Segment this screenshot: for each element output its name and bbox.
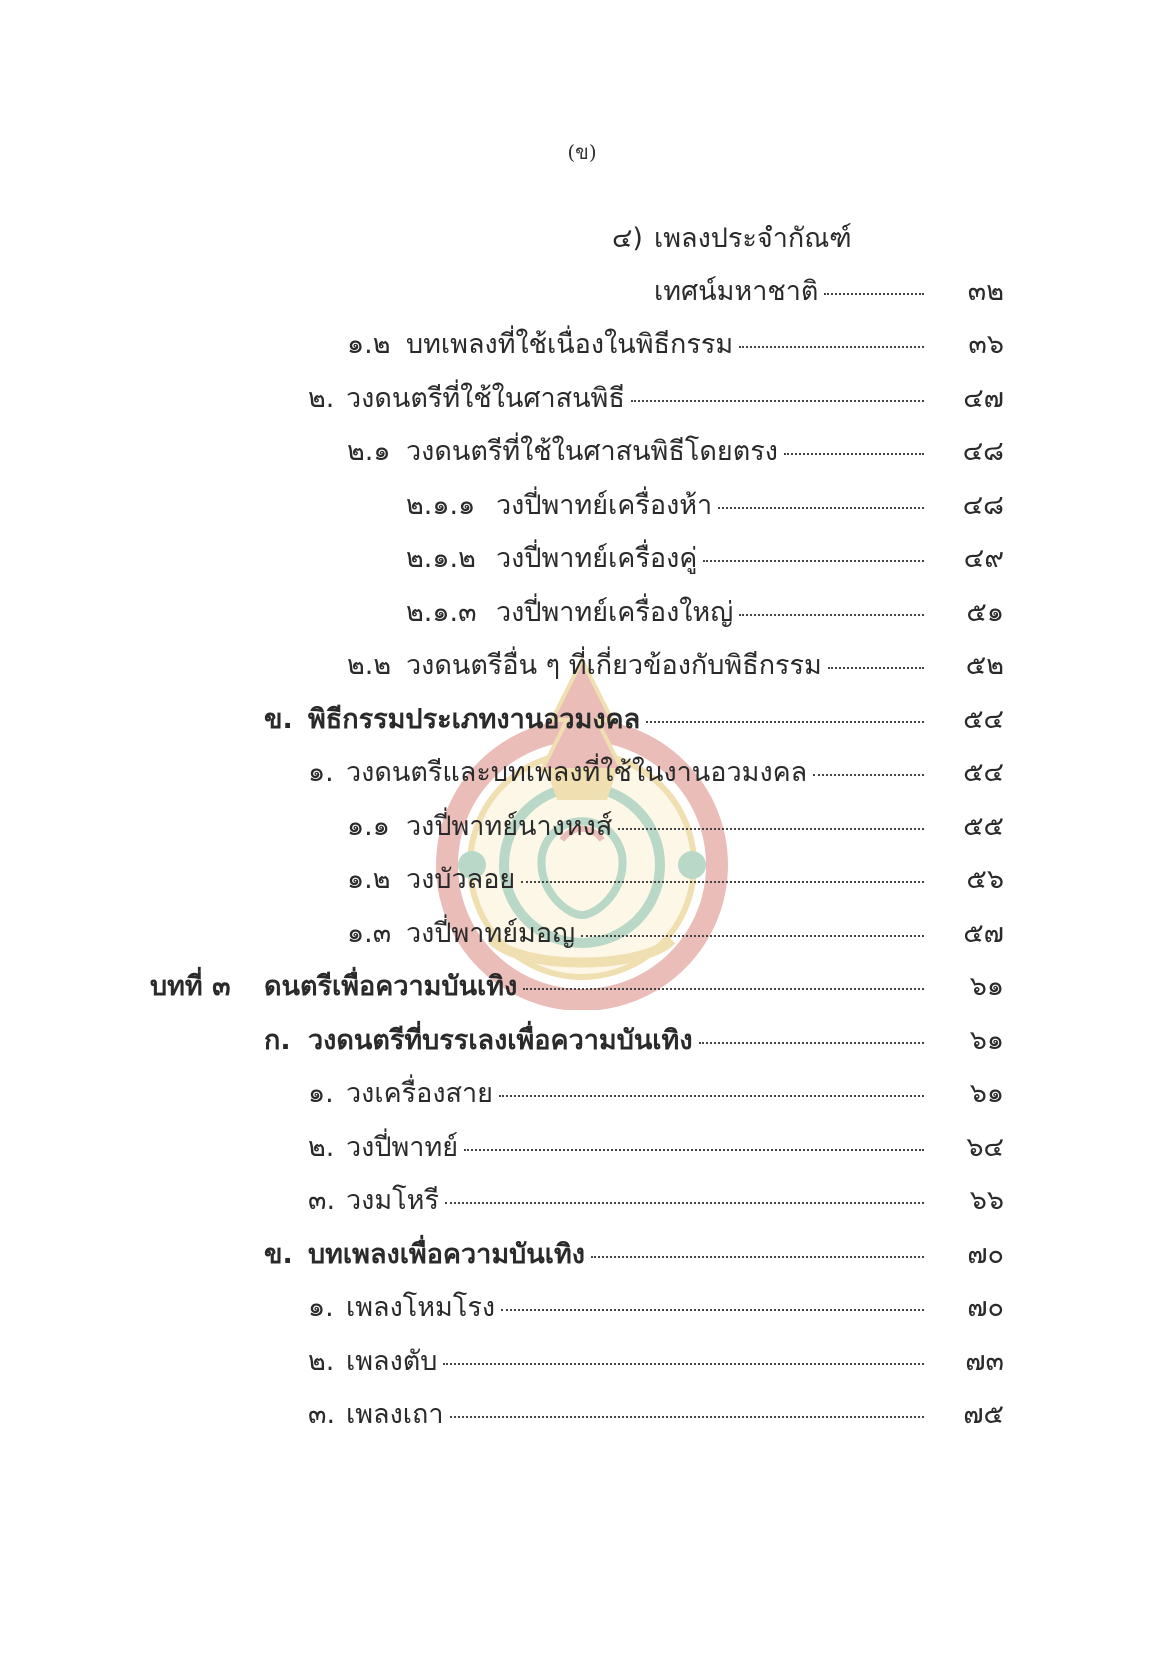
toc-title: วงปี่พาทย์ [346,1132,459,1163]
toc-row [0,1390,1164,1438]
toc-title: วงดนตรีและบทเพลงที่ใช้ในงานอวมงคล [346,757,808,788]
toc-title: เพลงโหมโรง [346,1292,496,1323]
toc-title: วงปี่พาทย์เครื่องคู่ [496,543,698,574]
toc-title: วงดนตรีที่ใช้ในศาสนพิธีโดยตรง [406,436,778,467]
toc-row [0,1337,1164,1385]
toc-title: วงดนตรีอื่น ๆ ที่เกี่ยวข้องกับพิธีกรรม [406,650,822,681]
toc-marker: ๑.๒ [347,864,391,895]
toc-entry[interactable] [496,542,930,576]
dot-leader [445,1202,924,1204]
dot-leader [828,667,924,669]
dot-leader [591,1256,924,1258]
dot-leader [501,1309,924,1311]
dot-leader [464,1149,924,1151]
toc-row [0,1176,1164,1224]
dot-leader [521,881,924,883]
toc-row [0,267,1164,315]
toc-marker: ข. [264,704,293,735]
toc-page-number: ๕๕ [963,811,1004,842]
toc-row [0,534,1164,582]
toc-page-number: ๔๗ [963,383,1004,414]
toc-entry[interactable] [308,1024,930,1058]
toc-marker: ๑.๓ [347,918,392,949]
toc-title: วงปี่พาทย์มอญ [406,918,576,949]
toc-row [0,427,1164,475]
toc-page-number: ๕๔ [963,757,1004,788]
toc-entry[interactable] [346,756,930,790]
toc-entry[interactable] [406,863,930,897]
toc-row [0,1230,1164,1278]
toc-page-number: ๔๘ [962,490,1004,521]
dot-leader [499,1095,924,1097]
toc-marker: ๒.๑ [347,436,391,467]
toc-page-number: ๕๒ [965,650,1004,681]
toc-page-number: ๖๑ [969,1025,1004,1056]
toc-marker: ๑. [308,1292,334,1323]
toc-entry[interactable] [346,382,930,416]
toc-title: พิธีกรรมประเภทงานอวมงคล [308,704,641,735]
toc-title: เพลงประจำกัณฑ์ [654,223,852,254]
toc-entry[interactable] [346,1131,930,1165]
toc-page-number: ๖๑ [969,1078,1004,1109]
toc-marker: ๓. [308,1399,336,1430]
toc-row [0,1283,1164,1331]
toc-title: วงปี่พาทย์นางหงส์ [406,811,613,842]
toc-entry[interactable] [346,1291,930,1325]
toc-entry[interactable] [346,1077,930,1111]
toc-row [0,855,1164,903]
toc-entry[interactable] [308,1238,930,1272]
toc-row [0,641,1164,689]
toc-title: วงดนตรีที่ใช้ในศาสนพิธี [346,383,625,414]
dot-leader [618,828,924,830]
toc-row [0,748,1164,796]
dot-leader [813,774,924,776]
toc-page-number: ๓๖ [968,329,1004,360]
toc-marker: บทที่ ๓ [150,971,231,1002]
toc-entry[interactable] [406,810,930,844]
toc-page-number: ๓๒ [967,276,1004,307]
toc-marker: ก. [264,1025,291,1056]
toc-entry[interactable] [308,703,930,737]
toc-title: เทศน์มหาชาติ [654,276,819,307]
toc-entry[interactable] [346,1345,930,1379]
toc-title: บทเพลงที่ใช้เนื่องในพิธีกรรม [406,329,734,360]
toc-entry[interactable] [406,435,930,469]
toc-row [0,802,1164,850]
dot-leader [581,935,924,937]
toc-entry[interactable] [346,1398,930,1432]
toc-marker: ๒. [308,1132,335,1163]
dot-leader [824,293,924,295]
toc-entry[interactable] [346,1184,930,1218]
toc-marker: ๑. [308,1078,334,1109]
page-number: (ข) [567,140,597,164]
dot-leader [523,988,924,990]
toc-page-number: ๖๑ [969,971,1004,1002]
toc-marker: ๒. [308,1346,335,1377]
toc-marker: ๒.๒ [347,650,392,681]
toc-title: ดนตรีเพื่อความบันเทิง [264,971,518,1002]
dot-leader [718,507,924,509]
toc-row [0,909,1164,957]
dot-leader [703,560,924,562]
toc-page-number: ๕๔ [963,704,1004,735]
toc-page-number: ๗๕ [963,1399,1004,1430]
toc-row [0,588,1164,636]
toc-marker: ๒. [308,383,335,414]
toc-page-number: ๗๐ [967,1239,1004,1270]
toc-entry[interactable] [496,489,930,523]
toc-marker: ๓. [308,1185,336,1216]
toc-page-number: ๔๘ [962,436,1004,467]
toc-title: วงบัวลอย [406,864,516,895]
toc-marker: ๒.๑.๑ [406,490,476,521]
dot-leader [739,346,924,348]
toc-marker: ๑.๒ [347,329,391,360]
toc-title: วงเครื่องสาย [346,1078,493,1109]
dot-leader [739,614,924,616]
toc-row [0,962,1164,1010]
toc-title: วงมโหรี [346,1185,439,1216]
toc-marker: ๑. [308,757,334,788]
toc-entry[interactable] [406,649,930,683]
toc-row [0,1069,1164,1117]
toc-page-number: ๕๑ [966,597,1004,628]
toc-title: วงปี่พาทย์เครื่องใหญ่ [496,597,734,628]
toc-title: เพลงตับ [346,1346,438,1377]
toc-title: วงปี่พาทย์เครื่องห้า [496,490,713,521]
dot-leader [450,1416,925,1418]
dot-leader [443,1363,924,1365]
dot-leader [646,721,924,723]
toc-row [0,695,1164,743]
toc-row [0,214,1164,262]
toc-row [0,481,1164,529]
toc-page-number: ๔๙ [963,543,1004,574]
toc-page-number: ๖๖ [969,1185,1004,1216]
toc-marker: ๒.๑.๒ [406,543,476,574]
toc-page-number: ๗๐ [967,1292,1004,1323]
toc-row [0,1123,1164,1171]
toc-row [0,1016,1164,1064]
toc-page-number: ๕๖ [966,864,1004,895]
toc-page-number: ๕๗ [963,918,1004,949]
toc-marker: ๑.๑ [347,811,390,842]
toc-entry[interactable] [654,275,930,309]
toc-page-number: ๗๓ [965,1346,1004,1377]
toc-page-number: ๖๔ [966,1132,1004,1163]
toc-entry[interactable] [264,970,930,1004]
dot-leader [631,400,924,402]
toc-row [0,374,1164,422]
toc-marker: ข. [264,1239,293,1270]
dot-leader [784,453,924,455]
toc-entry[interactable] [406,328,930,362]
toc-row [0,320,1164,368]
dot-leader [699,1042,925,1044]
toc-title: บทเพลงเพื่อความบันเทิง [308,1239,585,1270]
toc-marker: ๒.๑.๓ [406,597,477,628]
toc-entry[interactable] [406,917,930,951]
toc-title: เพลงเถา [346,1399,444,1430]
toc-marker: ๔) [612,223,643,254]
toc-entry[interactable] [496,596,930,630]
toc-title: วงดนตรีที่บรรเลงเพื่อความบันเทิง [308,1025,693,1056]
